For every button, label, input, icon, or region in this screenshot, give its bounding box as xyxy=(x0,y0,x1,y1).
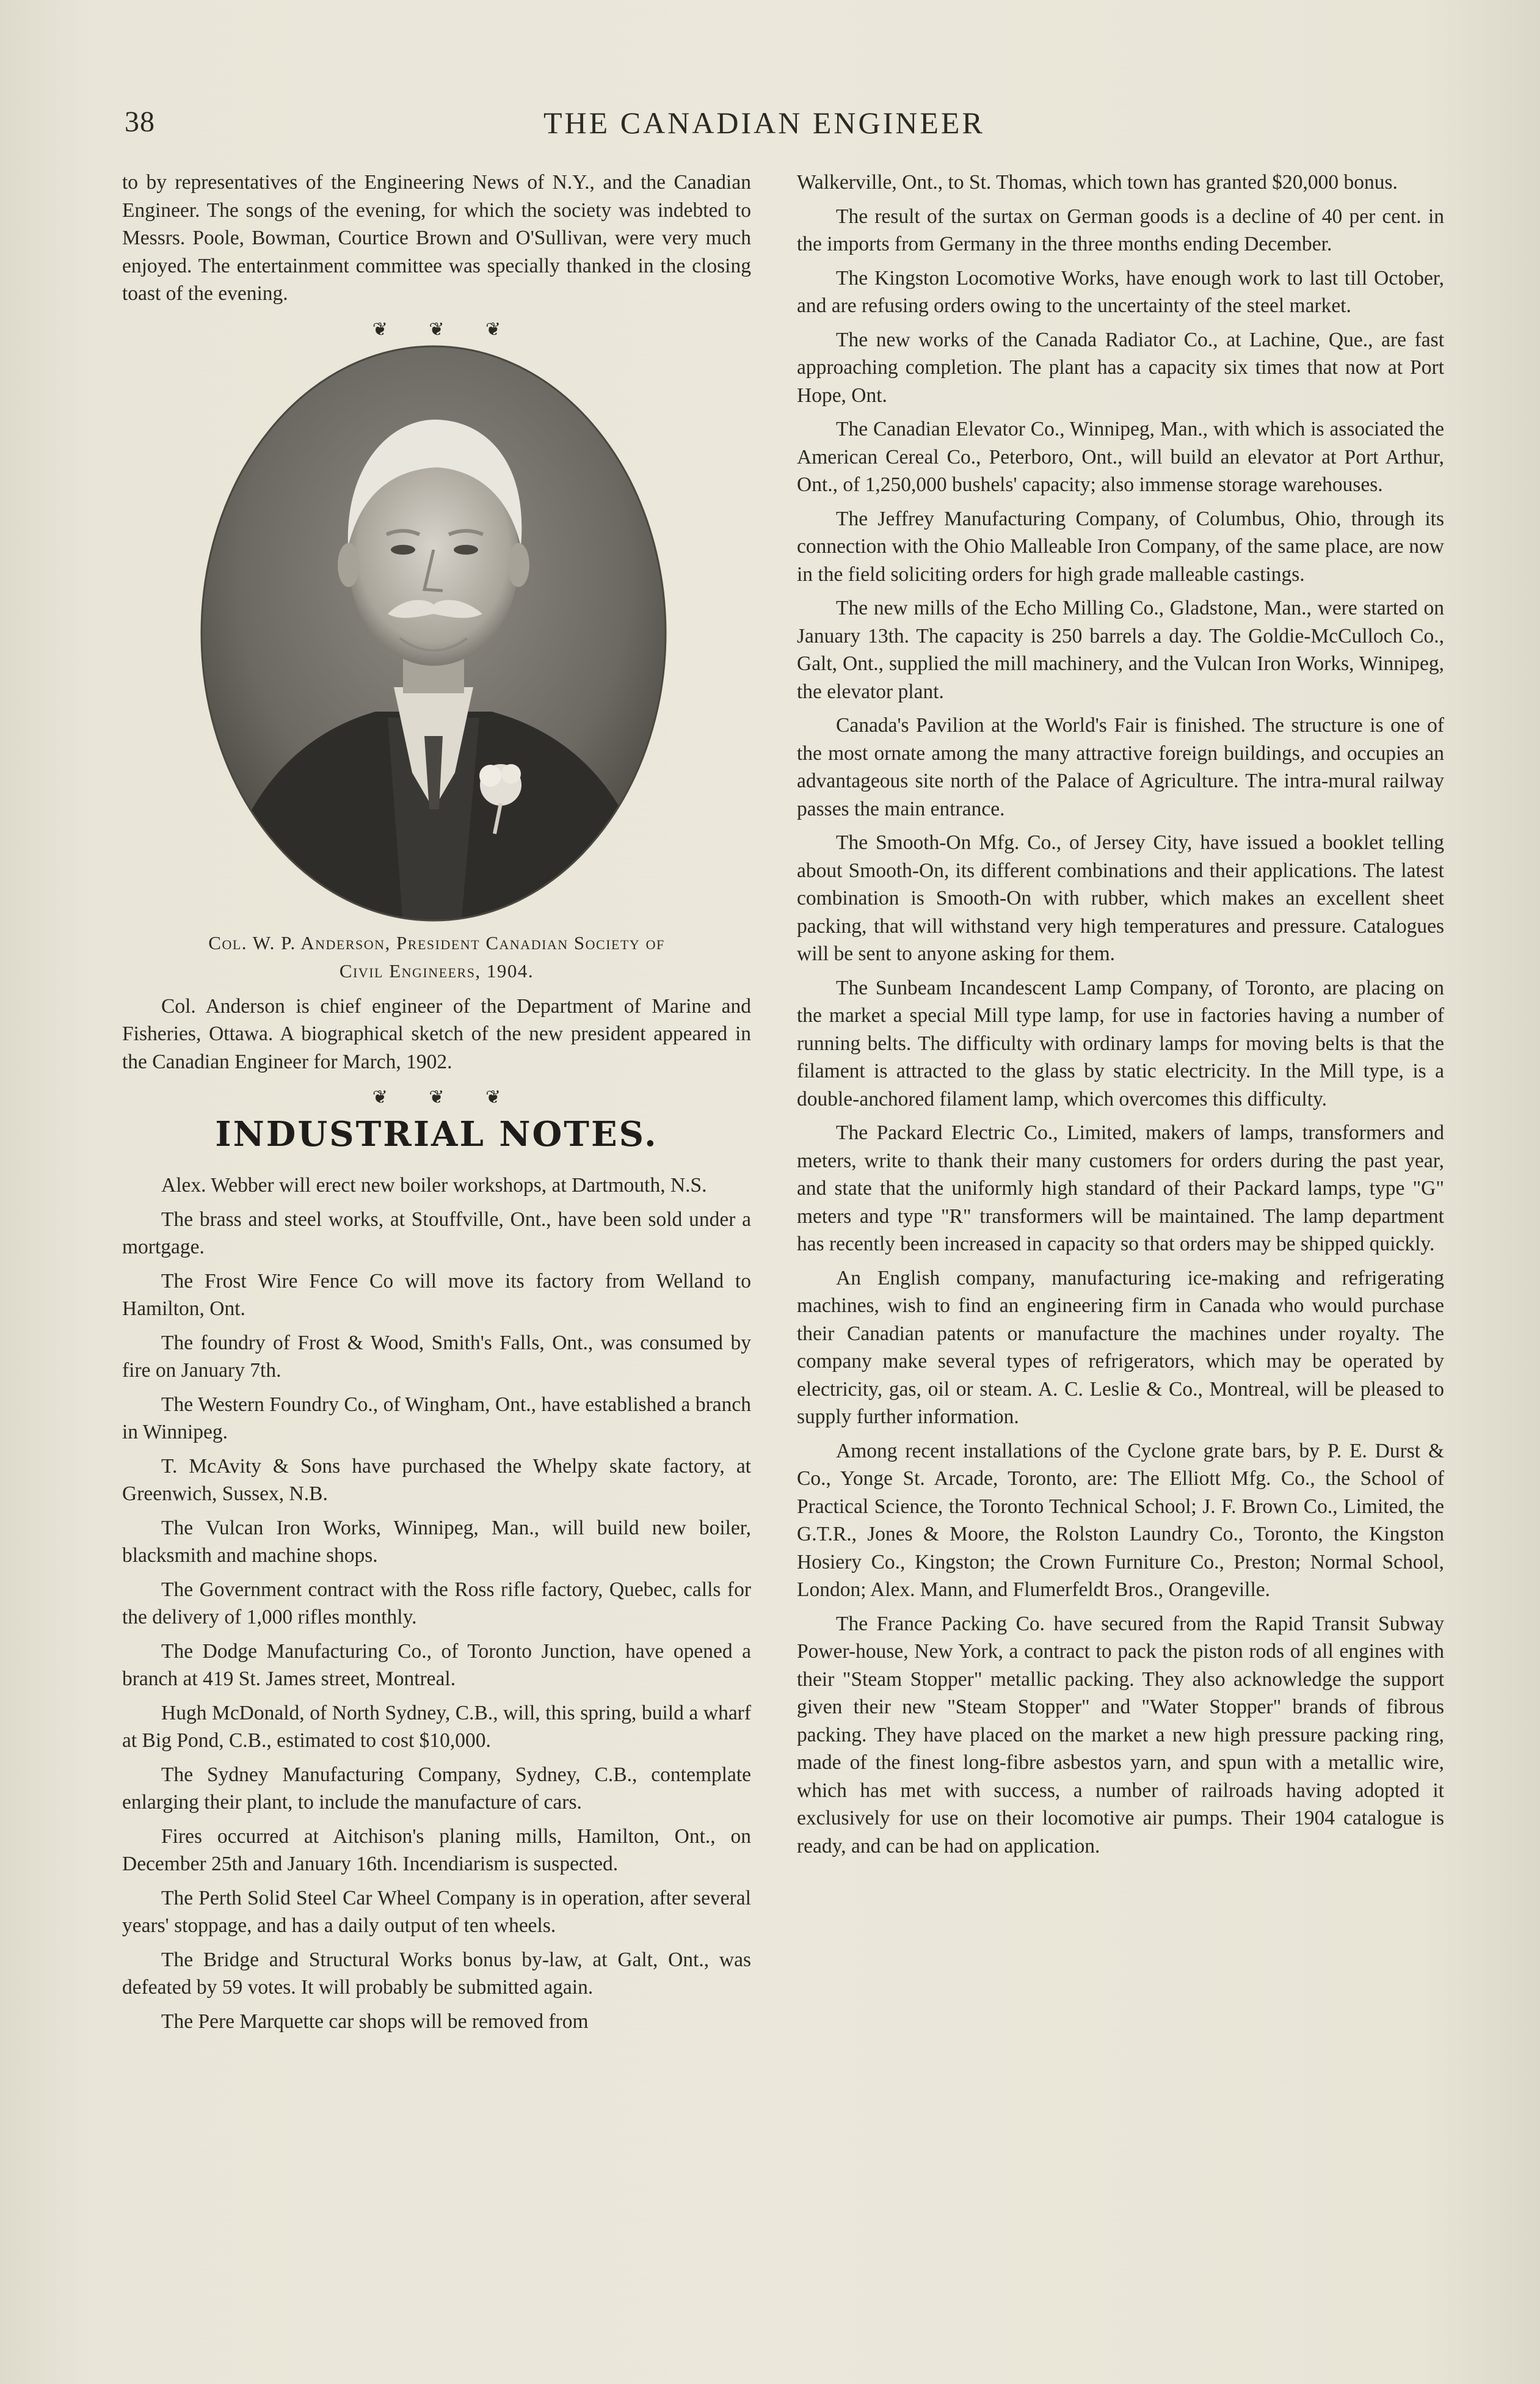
running-head: THE CANADIAN ENGINEER xyxy=(543,106,985,140)
note-paragraph: The new works of the Canada Radiator Co., at Lachine, Que., are fast approaching completion. The plant has a capacity six times that now at Port Hope, Ont. xyxy=(797,328,1444,407)
note-paragraph: Hugh McDonald, of North Sydney, C.B., will, this spring, build a wharf at Big Pond, C.B., estimated to cost $10,000. xyxy=(122,1701,751,1752)
note-paragraph: An English company, manufacturing ice-making and refrigerating machines, wish to find an engineering firm in Canada who would purchase their Canadian patents or manufacture the machines under royalty. The company make several types of refrigerators, which may be operated by electricity, gas, oil or steam. A. C. Leslie & Co., Montreal, will be pleased to supply further information. xyxy=(797,1266,1444,1428)
portrait-caption-line1: Col. W. P. Anderson, President Canadian Society of xyxy=(208,931,665,953)
portrait-caption-line2: Civil Engineers, 1904. xyxy=(339,960,534,982)
note-paragraph: Fires occurred at Aitchison's planing mills, Hamilton, Ont., on December 25th and January 16th. Incendiarism is suspected. xyxy=(122,1824,751,1875)
left-column xyxy=(122,169,751,2041)
bio-paragraph: Col. Anderson is chief engineer of the Department of Marine and Fisheries, Ottawa. A biographical sketch of the new president appeared in the Canadian Engineer for March, 1902. xyxy=(122,994,751,1073)
portrait-photo xyxy=(192,345,681,925)
note-paragraph: The Government contract with the Ross rifle factory, Quebec, calls for the delivery of 1,000 rifles monthly. xyxy=(122,1578,751,1628)
note-paragraph: The Canadian Elevator Co., Winnipeg, Man., with which is associated the American Cereal Co., Peterboro, Ont., will build an elevator at Port Arthur, Ont., of 1,250,000 bushels' capacity; also immense storage warehouses. xyxy=(797,418,1444,496)
portrait-figure xyxy=(122,345,751,925)
note-paragraph: The new mills of the Echo Milling Co., Gladstone, Man., were started on January 13th. The capacity is 250 barrels a day. The Goldie-McCulloch Co., Galt, Ont., supplied the mill machinery, and the Vulcan Iron Works, Winnipeg, the elevator plant. xyxy=(797,597,1444,703)
note-paragraph: The Pere Marquette car shops will be removed from xyxy=(161,2010,589,2033)
note-paragraph: T. McAvity & Sons have purchased the Whelpy skate factory, at Greenwich, Sussex, N.B. xyxy=(122,1454,751,1505)
note-paragraph: The brass and steel works, at Stouffville, Ont., have been sold under a mortgage. xyxy=(122,1208,751,1258)
note-paragraph: The Jeffrey Manufacturing Company, of Columbus, Ohio, through its connection with the Ohio Malleable Iron Company, of the same place, are now in the field soliciting orders for high grade malleable castings. xyxy=(797,507,1444,586)
note-paragraph: Walkerville, Ont., to St. Thomas, which town has granted $20,000 bonus. xyxy=(797,171,1398,194)
right-column xyxy=(797,169,1444,1866)
note-paragraph: Among recent installations of the Cyclone grate bars, by P. E. Durst & Co., Yonge St. Arcade, Toronto, are: The Elliott Mfg. Co., the School of Practical Science, the Toronto Technical School; J. F. Brown Co., Limited, the G.T.R., Jones & Moore, the Rolston Laundry Co., Toronto, the Kingston Hosiery Co., Kingston; the Crown Furniture Co., Preston; Normal School, London; Alex. Mann, and Flumerfeldt Bros., Orangeville. xyxy=(797,1439,1444,1601)
note-paragraph: The Packard Electric Co., Limited, makers of lamps, transformers and meters, write to thank their many customers for orders during the past year, and state that the uniformly high standard of their Packard lamps, type "G" meters and type "R" transformers will be maintained. The lamp department has recently been increased in capacity so that orders may be shipped quickly. xyxy=(797,1121,1444,1255)
note-paragraph: The Frost Wire Fence Co will move its factory from Welland to Hamilton, Ont. xyxy=(122,1269,751,1320)
note-paragraph: The Kingston Locomotive Works, have enough work to last till October, and are refusing orders owing to the uncertainty of the steel market. xyxy=(797,266,1444,317)
ornament-divider: ❦ ❦ ❦ xyxy=(372,319,520,340)
note-paragraph: The result of the surtax on German goods is a decline of 40 per cent. in the imports from Germany in the three months ending December. xyxy=(797,205,1444,255)
note-paragraph: Canada's Pavilion at the World's Fair is finished. The structure is one of the most ornate among the many attractive foreign buildings, and occupies an advantageous site north of the Palace of Agriculture. The intra-mural railway passes the main entrance. xyxy=(797,714,1444,820)
note-paragraph: The Perth Solid Steel Car Wheel Company is in operation, after several years' stoppage, and has a daily output of ten wheels. xyxy=(122,1886,751,1937)
note-paragraph: Alex. Webber will erect new boiler workshops, at Dartmouth, N.S. xyxy=(161,1174,707,1197)
note-paragraph: The Vulcan Iron Works, Winnipeg, Man., will build new boiler, blacksmith and machine shops. xyxy=(122,1516,751,1567)
note-paragraph: The Sydney Manufacturing Company, Sydney, C.B., contemplate enlarging their plant, to include the manufacture of cars. xyxy=(122,1763,751,1814)
note-paragraph: The France Packing Co. have secured from the Rapid Transit Subway Power-house, New York, a contract to pack the piston rods of all engines with their "Steam Stopper" metallic packing. They also acknowledge the support given their new "Steam Stopper" and "Water Stopper" brands of fibrous packing. They have placed on the market a new high pressure packing ring, made of the finest long-fibre asbestos yarn, and spun with a metallic wire, which has met with success, a number of railroads having adopted it exclusively for use on their locomotive air pumps. Their 1904 catalogue is ready, and can be had on application. xyxy=(797,1612,1444,1857)
note-paragraph: The Smooth-On Mfg. Co., of Jersey City, have issued a booklet telling about Smooth-On, its different combinations and their applications. The latest combination is Smooth-On with rubber, which makes an excellent sheet packing, that will withstand very high temperatures and pressure. Catalogues will be sent to anyone asking for them. xyxy=(797,831,1444,965)
page-number: 38 xyxy=(125,106,155,138)
note-paragraph: The Western Foundry Co., of Wingham, Ont., have established a branch in Winnipeg. xyxy=(122,1393,751,1443)
ornament-divider-2: ❦ ❦ ❦ xyxy=(372,1087,520,1107)
intro-paragraph: to by representatives of the Engineering News of N.Y., and the Canadian Engineer. The songs of the evening, for which the society was indebted to Messrs. Poole, Bowman, Courtice Brown and O'Sullivan, were very much enjoyed. The entertainment committee was specially thanked in the closing toast of the evening. xyxy=(122,171,751,305)
note-paragraph: The Sunbeam Incandescent Lamp Company, of Toronto, are placing on the market a special Mill type lamp, for use in factories having a number of running belts. The difficulty with ordinary lamps for moving belts is that the filament is attracted to the glass by static electricity. In the Mill type, is a double-anchored filament lamp, which overcomes this difficulty. xyxy=(797,976,1444,1110)
section-title: INDUSTRIAL NOTES. xyxy=(215,1114,658,1154)
note-paragraph: The Dodge Manufacturing Co., of Toronto Junction, have opened a branch at 419 St. James street, Montreal. xyxy=(122,1639,751,1690)
portrait-caption xyxy=(122,929,751,985)
note-paragraph: The foundry of Frost & Wood, Smith's Falls, Ont., was consumed by fire on January 7th. xyxy=(122,1331,751,1382)
note-paragraph: The Bridge and Structural Works bonus by-law, at Galt, Ont., was defeated by 59 votes. It will probably be submitted again. xyxy=(122,1948,751,1999)
